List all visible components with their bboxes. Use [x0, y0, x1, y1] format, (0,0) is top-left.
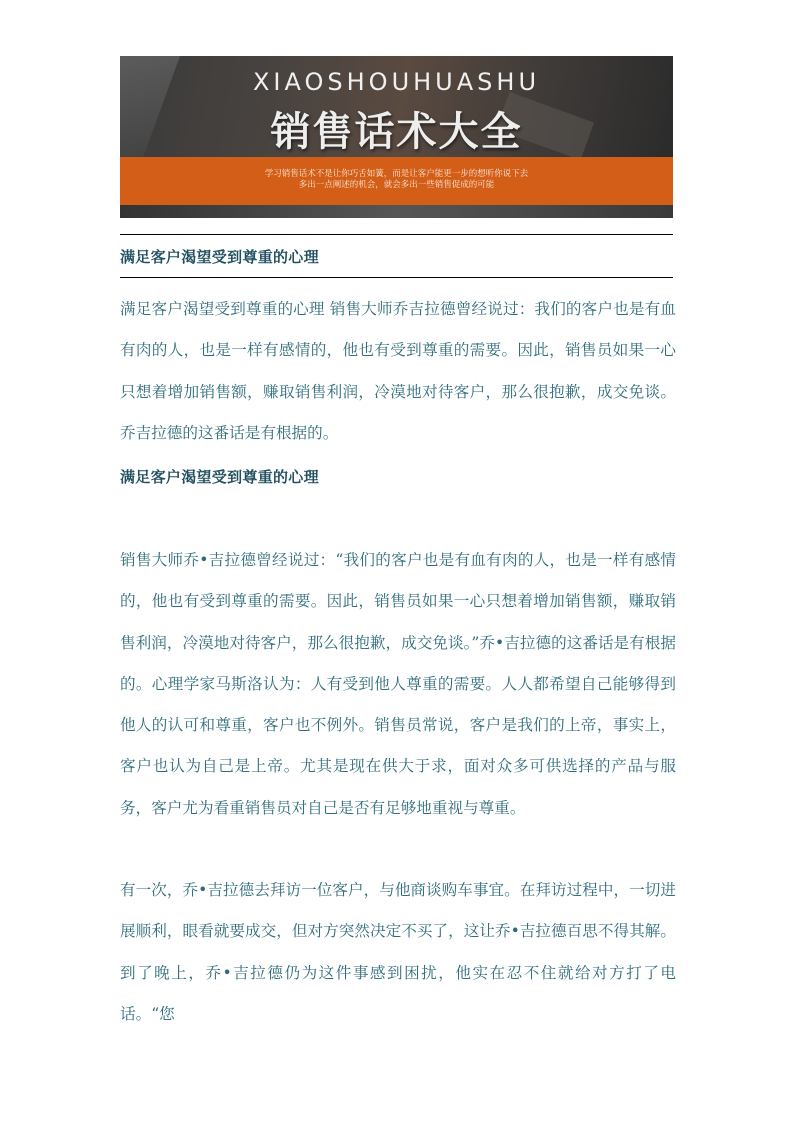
banner-image: [120, 56, 673, 218]
banner-subtitle-line2: 多出一点阐述的机会，就会多出一些销售促成的可能: [298, 180, 495, 190]
banner-bottom-strip: [120, 205, 673, 218]
section-heading: 满足客户渴望受到尊重的心理: [120, 248, 319, 266]
heading-top-rule: [120, 234, 673, 235]
heading-bottom-rule: [120, 277, 673, 278]
body-paragraph-1: 销售大师乔•吉拉德曾经说过：“我们的客户也是有血有肉的人，也是一样有感情的，他也有受到尊重的需要。因此，销售员如果一心只想着增加销售额，赚取销售利润，冷漠地对待客户，那么很抱歉，成交免谈。”乔•吉拉德的这番话是有根据的。心理学家马斯洛认为：人有受到他人尊重的需要。人人都希望自己能够得到他人的认可和尊重，客户也不例外。销售员常说，客户是我们的上帝，事实上，客户也认为自己是上帝。尤其是现在供大于求，面对众多可供选择的产品与服务，客户尤为看重销售员对自己是否有足够地重视与尊重。: [120, 551, 676, 817]
banner-latin-title: XIAOSHOUHUASHU: [252, 68, 541, 96]
intro-paragraph: 满足客户渴望受到尊重的心理 销售大师乔吉拉德曾经说过：我们的客户也是有血有肉的人，也是一样有感情的，他也有受到尊重的需要。因此，销售员如果一心只想着增加销售额，赚取销售利润，冷漠地对待客户，那么很抱歉，成交免谈。乔吉拉德的这番话是有根据的。: [120, 300, 676, 442]
body-paragraph-2: 有一次，乔•吉拉德去拜访一位客户，与他商谈购车事宜。在拜访过程中，一切进展顺利，眼看就要成交，但对方突然决定不买了，这让乔•吉拉德百思不得其解。到了晚上，乔•吉拉德仍为这件事感到困扰，他实在忍不住就给对方打了电话。“您: [120, 881, 676, 1023]
banner-subtitle-band: [120, 157, 673, 205]
banner-subtitle-line1: 学习销售话术不是让你巧舌如簧，而是让客户能更一步的想听你说下去: [264, 169, 529, 179]
subheading: 满足客户渴望受到尊重的心理: [120, 468, 319, 486]
banner-title: 销售话术大全: [270, 109, 523, 155]
